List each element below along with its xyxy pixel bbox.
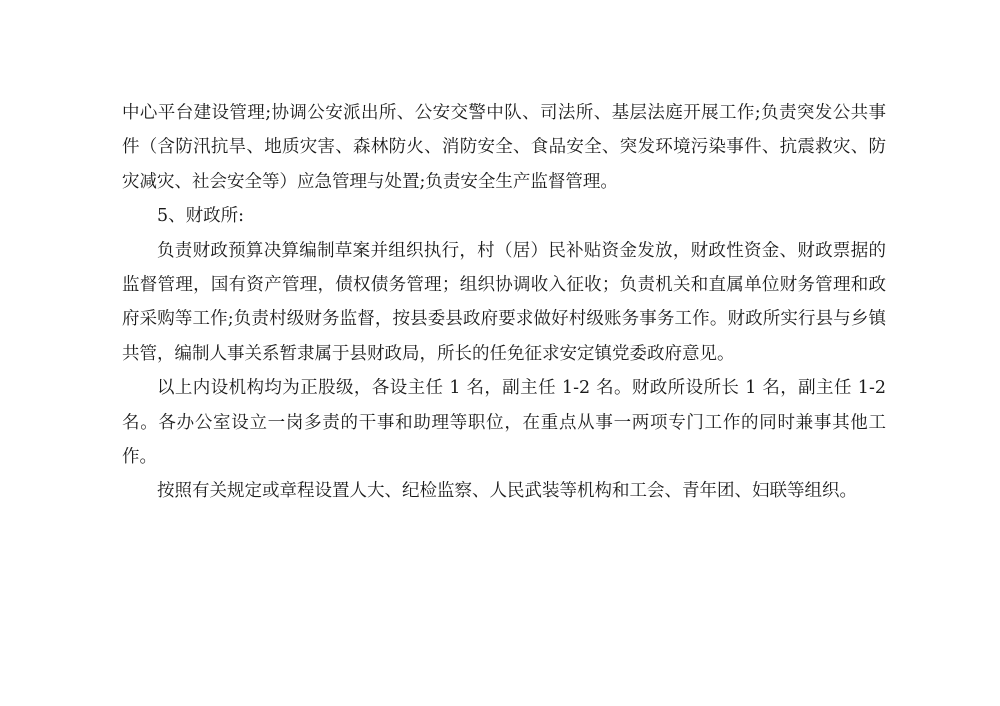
section-heading-finance-office: 5、财政所: (157, 206, 245, 227)
document-body (122, 96, 886, 509)
paragraph-finance-office-duties: 负责财政预算决算编制草案并组织执行，村（居）民补贴资金发放，财政性资金、财政票据的监督管理，国有资产管理，债权债务管理；组织协调收入征收；负责机关和直属单位财务管理和政府采购等工作;负责村级财务监督，按县委县政府要求做好村级账务事务工作。财政所实行县与乡镇共管，编制人事关系暂隶属于县财政局，所长的任免征求安定镇党委政府意见。 (122, 240, 886, 364)
paragraph-other-organizations: 按照有关规定或章程设置人大、纪检监察、人民武装等机构和工会、青年团、妇联等组织。 (157, 481, 857, 502)
paragraph-staffing: 以上内设机构均为正股级，各设主任 1 名，副主任 1-2 名。财政所设所长 1 名，副主任 1-2 名。各办公室设立一岗多责的干事和助理等职位，在重点从事一两项专门工作的同时兼事其他工作。 (122, 378, 886, 468)
paragraph-duties-continued: 中心平台建设管理;协调公安派出所、公安交警中队、司法所、基层法庭开展工作;负责突发公共事件（含防汛抗旱、地质灾害、森林防火、消防安全、食品安全、突发环境污染事件、抗震救灾、防灾减灾、社会安全等）应急管理与处置;负责安全生产监督管理。 (122, 103, 886, 192)
